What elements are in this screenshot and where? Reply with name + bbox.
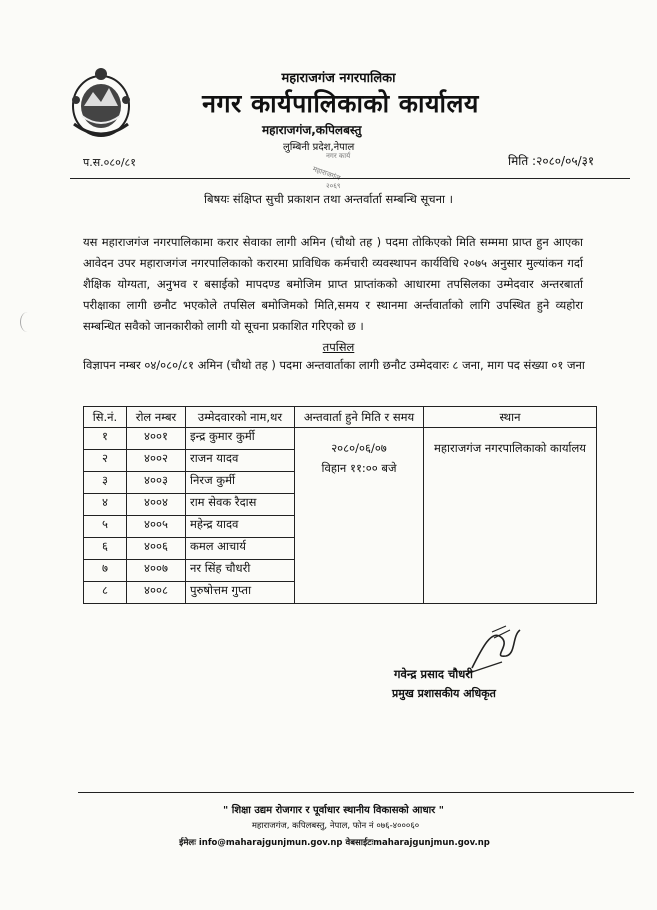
cell-sn: २ [84,450,127,472]
stamp-text-1: नगर कार्य [326,152,351,160]
cell-sn: ७ [84,560,127,582]
stamp-text-2: महाराजगंज [311,164,342,183]
cell-roll: ४००८ [127,582,186,604]
cell-name: राम सेवक रैदास [186,494,295,516]
office-stamp-icon [296,140,374,192]
header-sn: सि.नं. [84,407,127,428]
cell-sn: ४ [84,494,127,516]
reference-number: प.स.०८०/८१ [83,156,136,169]
office-address: महाराजगंज,कपिलबस्तु [262,123,362,137]
header-roll: रोल नम्बर [127,407,186,428]
office-name: नगर कार्यपालिकाको कार्यालय [202,89,479,118]
cell-name: नर सिंह चौधरी [186,560,295,582]
cell-roll: ४००२ [127,450,186,472]
cell-name: महेन्द्र यादव [186,516,295,538]
header-datetime: अन्तवार्ता हुने मिति र समय [295,407,424,428]
office-province: लुम्बिनी प्रदेश,नेपाल [283,142,355,153]
cell-roll: ४००६ [127,538,186,560]
cell-roll: ४००४ [127,494,186,516]
interview-date: २०८०/०६/०७ [331,441,387,455]
cell-roll: ४००७ [127,560,186,582]
header-divider [70,178,630,179]
cell-sn: ८ [84,582,127,604]
cell-name: इन्द्र कुमार कुर्मी [186,428,295,450]
cell-roll: ४००१ [127,428,186,450]
cell-sn: ६ [84,538,127,560]
table-header-row [84,407,597,428]
footer-slogan: " शिक्षा उद्यम रोजगार र पूर्वाधार स्थानीय विकासको आधार " [223,805,444,816]
municipality-name: महाराजगंज नगरपालिका [281,71,396,86]
cell-sn: ३ [84,472,127,494]
notice-date: मिति :२०८०/०५/३१ [508,154,595,168]
notice-subject: बिषयः संक्षिप्त सुची प्रकाशन तथा अन्तर्वार्ता सम्बन्धि सूचना । [204,192,453,206]
interview-time: विहान ११:०० बजे [321,461,397,475]
header-name: उम्मेदवारको नाम,थर [186,407,295,428]
notice-body: यस महाराजगंज नगरपालिकामा करार सेवाका लागी अमिन (चौथो तह ) पदमा तोकिएको मिति सम्ममा प्राप्त हुन आएका आवेदन उपर महाराजगंज नगरपालिकाको करारमा प्राविधिक कर्मचारी व्यवस्थापन कार्यविधि २०७५ अनुसार मुल्यांकन गर्दा शैक्षिक योग्यता, अनुभव र बसाईको मापदण्ड बमोजिम प्राप्त प्राप्तांकको आधारमा तपसिलका उम्मेदवार अन्तरबार्ता परीक्षाका लागी छनौट भएकोले तपसिल बमोजिमको मिति,समय र स्थानमा अर्न्तवार्ताको लागि उपस्थित हुने व्यहोरा सम्बन्धित सवैको जानकारीको लागी यो सूचना प्रकाशित गरिएको छ । [83,235,583,333]
cell-sn: १ [84,428,127,450]
advertisement-line: विज्ञापन नम्बर ०४/०८०/८१ अमिन (चौथो तह ) पदमा अन्तवार्ताका लागी छनौट उम्मेदवारः ८ जना, माग पद संख्या ०१ जना [83,358,585,372]
cell-name: राजन यादव [186,450,295,472]
stamp-text-3: २०६९ [326,182,341,190]
punch-hole-mark [20,312,35,332]
cell-roll: ४००५ [127,516,186,538]
tapasil-heading: तपसिल [322,340,355,354]
signatory-title: प्रमुख प्रशासकीय अधिकृत [392,687,496,700]
table-row [84,428,597,450]
signatory-name: गवेन्द्र प्रसाद चौधरी [394,667,473,681]
cell-sn: ५ [84,516,127,538]
header-place: स्थान [424,407,597,428]
footer-divider [78,792,634,793]
footer-address: महाराजगंज, कपिलबस्तु, नेपाल, फोन नं ०७६-४०००६० [251,821,420,831]
cell-roll: ४००३ [127,472,186,494]
footer-contact: ईमेलः info@maharajgunjmun.gov.np वेबसाईटःmaharajgunjmun.gov.np [179,838,490,848]
cell-name: पुरुषोत्तम गुप्ता [186,582,295,604]
interview-datetime-cell [295,428,424,604]
interview-place: महाराजगंज नगरपालिकाको कार्यालय [424,428,597,604]
candidate-table [83,406,597,604]
cell-name: कमल आचार्य [186,538,295,560]
cell-name: निरज कुर्मी [186,472,295,494]
